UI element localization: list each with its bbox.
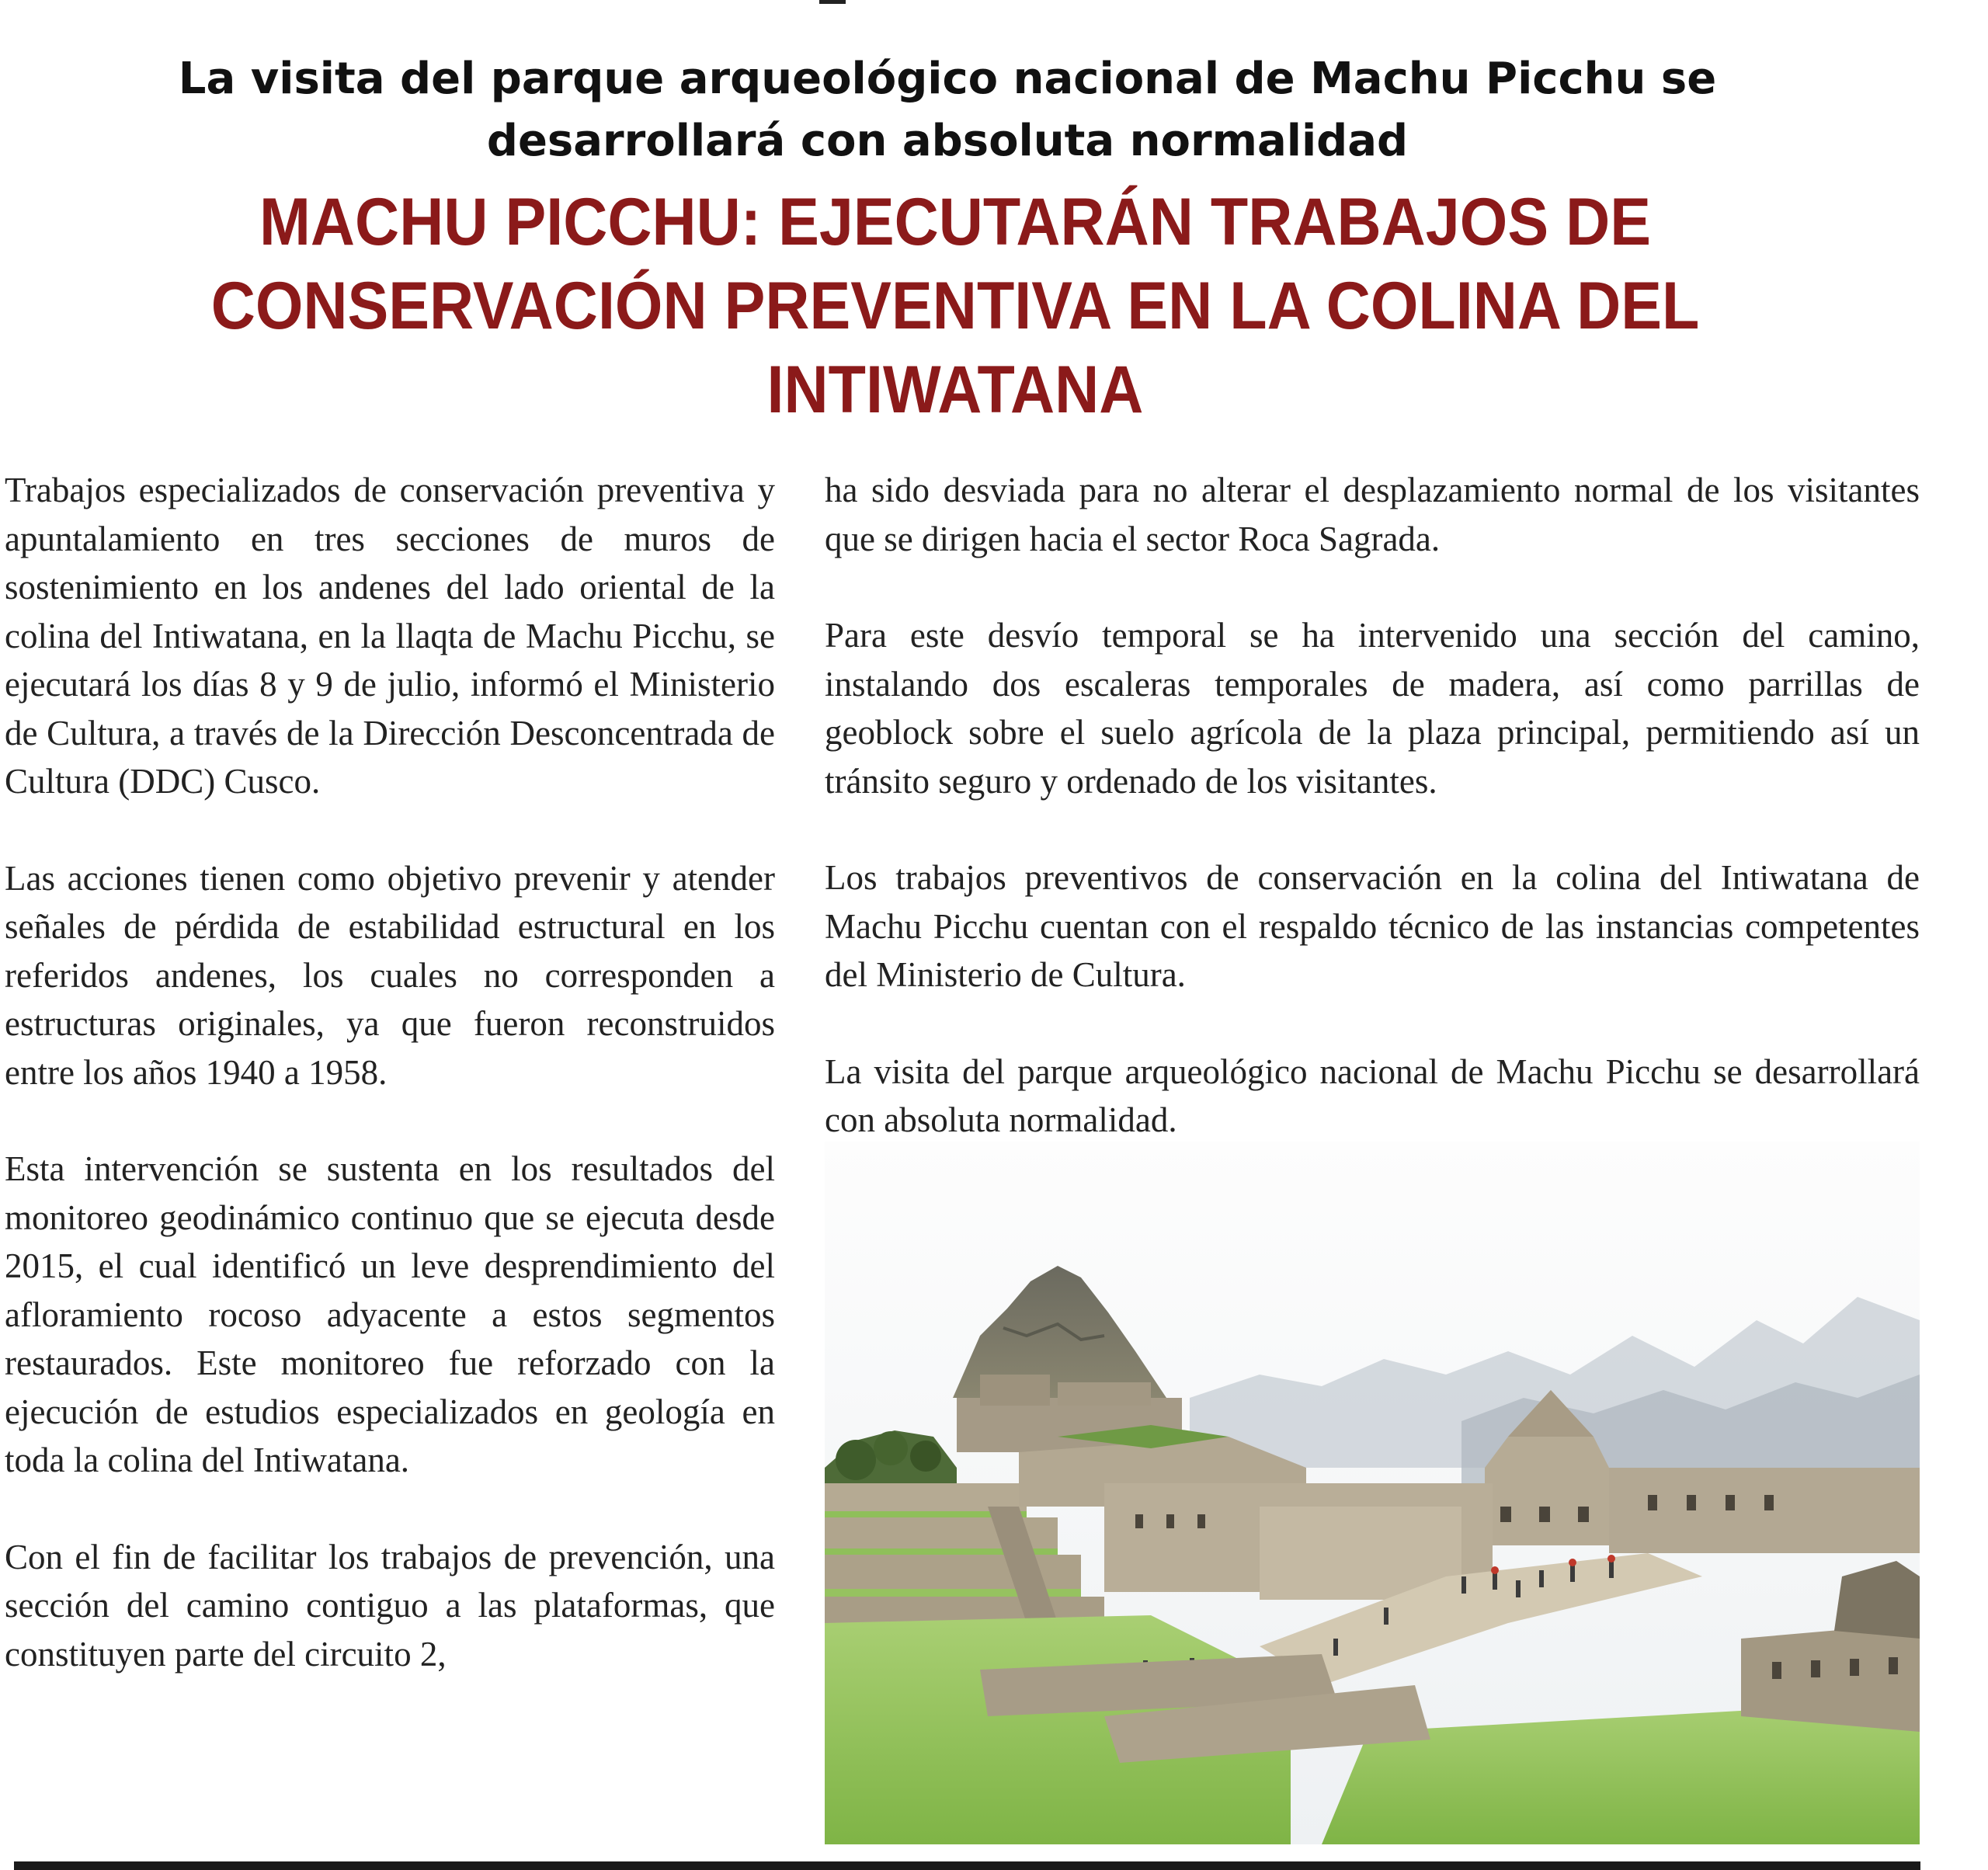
paragraph: Esta intervención se sustenta en los resultados del monitoreo geodinámico continuo que se ejecuta desde 2015, el cual identificó un leve desprendimiento del afloramiento rocoso adyacente a estos segmentos restaurados. Este monitoreo fue reforzado con la ejecución de estudios especializados en geología en toda la colina del Intiwatana. [5, 1149, 775, 1479]
main-headline: MACHU PICCHU: EJECUTARÁN TRABAJOS DE CONSERVACIÓN PREVENTIVA EN LA COLINA DEL INTIWATANA [210, 185, 1700, 427]
right-column [825, 466, 1920, 1193]
ruins-illustration [825, 1142, 1920, 1844]
kicker-heading: La visita del parque arqueológico nacional de Machu Picchu se desarrollará con absoluta normalidad [178, 54, 1717, 166]
paragraph: Trabajos especializados de conservación preventiva y apuntalamiento en tres secciones de muros de sostenimiento en los andenes del lado oriental de la colina del Intiwatana, en la llaqta de Machu Picchu, se ejecutará los días 8 y 9 de julio, informó el Ministerio de Cultura, a través de la Dirección Desconcentrada de Cultura (DDC) Cusco. [5, 471, 775, 801]
left-column [5, 466, 775, 1726]
paragraph: Para este desvío temporal se ha intervenido una sección del camino, instalando dos escaleras temporales de madera, así como parrillas de geoblock sobre el suelo agrícola de la plaza principal, permitiendo así un tránsito seguro y ordenado de los visitantes. [825, 616, 1920, 801]
paragraph: Los trabajos preventivos de conservación en la colina del Intiwatana de Machu Picchu cuentan con el respaldo técnico de las instancias competentes del Ministerio de Cultura. [825, 858, 1920, 994]
paragraph: Con el fin de facilitar los trabajos de prevención, una sección del camino contiguo a las plataformas, que constituyen parte del circuito 2, [5, 1537, 775, 1674]
paragraph: La visita del parque arqueológico nacional de Machu Picchu se desarrollará con absoluta normalidad. [825, 1051, 1920, 1139]
machu-picchu-photo [825, 1142, 1920, 1844]
bottom-rule [14, 1861, 1920, 1870]
paragraph: ha sido desviada para no alterar el desplazamiento normal de los visitantes que se dirigen hacia el sector Roca Sagrada. [825, 471, 1920, 558]
paragraph: Las acciones tienen como objetivo prevenir y atender señales de pérdida de estabilidad estructural en los referidos andenes, los cuales no corresponden a estructuras originales, ya que fueron reconstruidos entre los años 1940 a 1958. [5, 858, 775, 1092]
top-mark [819, 0, 846, 4]
